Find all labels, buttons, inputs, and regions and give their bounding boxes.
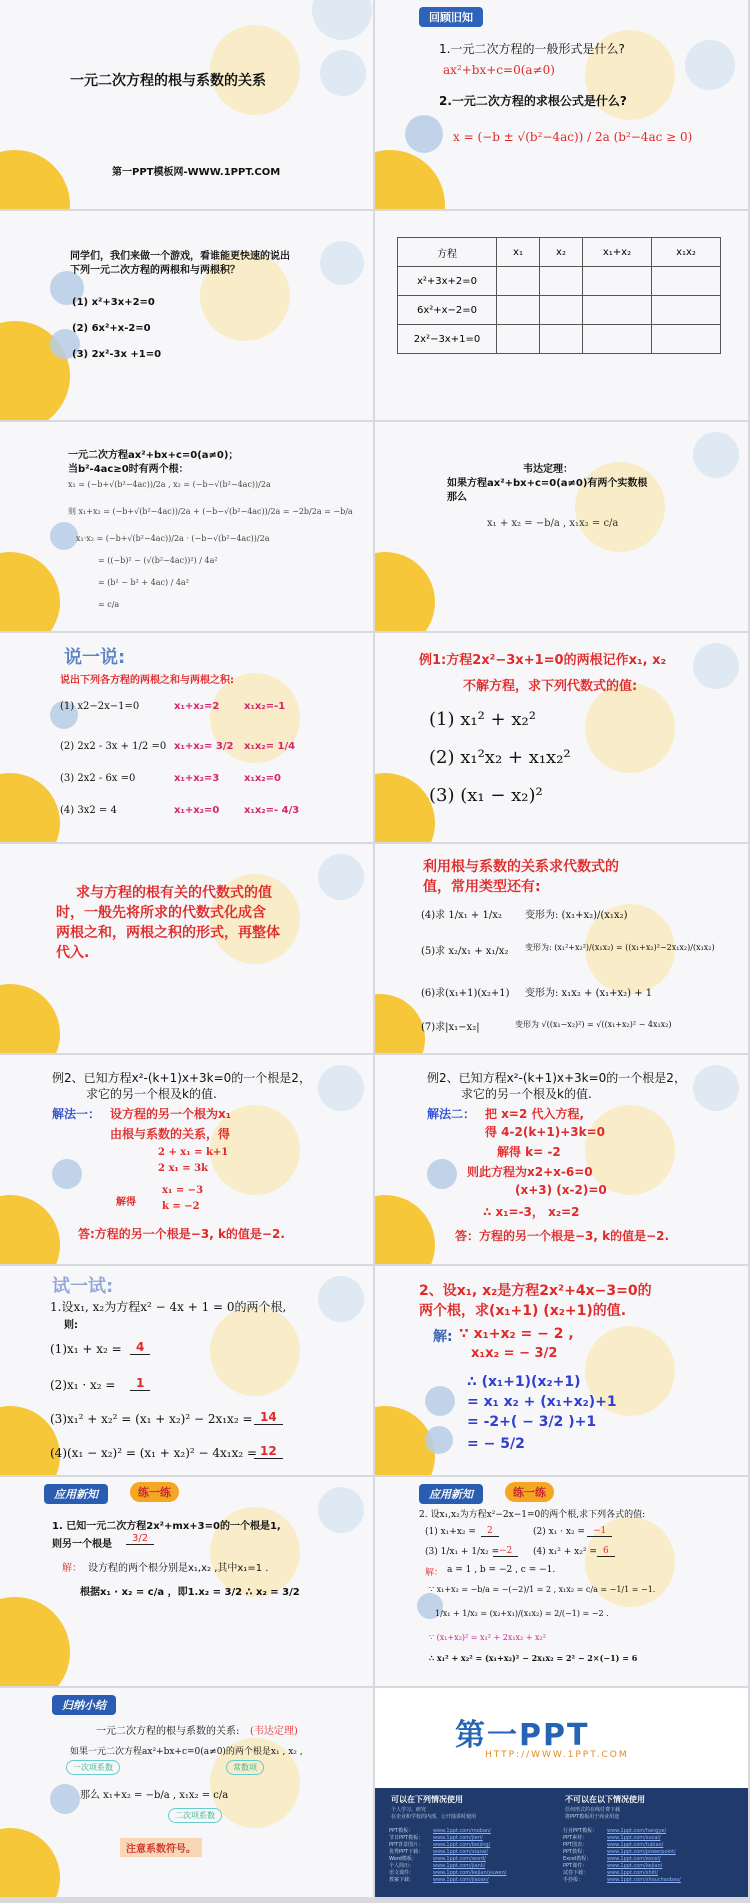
summary-title: 一元二次方程的根与系数的关系: (96, 1726, 240, 1737)
roots-table (397, 237, 721, 354)
product-derivation-3: = (b² − b² + 4ac) / 4a² (98, 578, 189, 587)
link-label: Excel教程： (563, 1856, 592, 1862)
deco-circle (427, 1159, 457, 1189)
summary-formula: 那么 x₁+x₂ = −b/a , x₁x₂ = c/a (80, 1790, 229, 1801)
practice-answer: 3/2 (126, 1533, 154, 1545)
practice-question: 2. 设x₁,x₂为方程x²−2x−1=0的两个根,求下列各式的值: (419, 1510, 646, 1520)
deco-circle (585, 1105, 675, 1195)
constant-bubble: 常数项 (226, 1760, 264, 1775)
link-row (563, 1863, 681, 1870)
sign-note: 注意系数符号。 (120, 1838, 202, 1857)
expression-2: (2) x₁²x₂ + x₁x₂² (429, 747, 571, 768)
link-row (389, 1835, 506, 1842)
link-url[interactable]: www.1ppt.com/xiazai/ (433, 1849, 489, 1855)
product-derivation-2: = ((−b)² − (√(b²−4ac))²) / 4a² (98, 556, 218, 565)
slide-10[interactable] (375, 844, 748, 1053)
link-row (563, 1835, 681, 1842)
link-url[interactable]: www.1ppt.com/beijing/ (433, 1842, 491, 1848)
solution-step: ∴ (x₁+1)(x₂+1) (467, 1374, 581, 1390)
link-url[interactable]: www.1ppt.com/shiti/ (607, 1870, 659, 1876)
exercise-eq: (1) x2−2x−1=0 (60, 701, 140, 712)
deco-circle (685, 40, 735, 90)
solution-step: = x₁ x₂ + (x₁+x₂)+1 (467, 1394, 617, 1410)
exercise-eq: (4) 3x2 = 4 (60, 805, 117, 816)
forbidden-item: 任何形式的在线付费下载 (565, 1807, 621, 1813)
condition-line-2: 当b²-4ac≥0时有两个根： (68, 464, 189, 475)
allowed-item: 在企业和学校的内部，公开演讲时使用 (391, 1814, 477, 1820)
link-row (389, 1870, 506, 1877)
example2-question-2: 求它的另一个根及k的值. (86, 1087, 217, 1101)
link-label: Word模板： (389, 1856, 417, 1862)
answer-2-formula: x = (−b ± √(b²−4ac)) / 2a (b²−4ac ≥ 0) (453, 130, 693, 144)
deco-circle (0, 773, 60, 842)
deco-circle (585, 683, 675, 773)
slide-1[interactable] (0, 0, 373, 209)
table-header: x₁ (497, 238, 540, 267)
summary-condition: 如果一元二次方程ax²+bx+c=0(a≠0)的两个根是x₁ , x₂ , (70, 1747, 303, 1757)
exercise-answer: 4 (130, 1340, 150, 1355)
deco-circle (693, 1065, 739, 1111)
summary-line-4: 代入. (56, 945, 90, 961)
deco-circle (425, 1426, 453, 1454)
answer-1: ax²+bx+c=0(a≠0) (443, 63, 555, 77)
example-instruction: 不解方程，求下列代数式的值: (463, 679, 638, 694)
section-tag: 应用新知 (419, 1484, 483, 1504)
deco-circle (312, 0, 372, 40)
practice-item: (3) 1/x₁ + 1/x₂ = (425, 1547, 500, 1557)
types-title-2: 值，常用类型还有: (423, 879, 541, 895)
solution-step: = − 5/2 (467, 1436, 525, 1452)
brand-logo: 第一PPT (455, 1718, 590, 1753)
deco-circle (318, 1487, 364, 1533)
example-question: 例1:方程2x²−3x+1=0的两根记作x₁, x₂ (419, 653, 667, 668)
link-label: 节日PPT模板： (389, 1835, 424, 1841)
link-row (563, 1828, 681, 1835)
table-header: 方程 (398, 238, 497, 267)
allowed-heading: 可以在下列情况使用 (391, 1795, 463, 1804)
table-cell: 2x²−3x+1=0 (398, 325, 497, 354)
link-row (389, 1856, 506, 1863)
condition-text: 一元二次方程ax²+bx+c=0(a≠0)； (68, 450, 239, 461)
deco-circle (0, 1195, 60, 1264)
deco-circle (375, 773, 435, 842)
links-right (563, 1828, 681, 1884)
slide-5[interactable] (0, 422, 373, 631)
problem-line-1: 2、设x₁, x₂是方程2x²+4x−3=0的 (419, 1283, 652, 1299)
deco-circle (0, 984, 60, 1053)
deco-circle (375, 552, 435, 631)
deco-circle (693, 643, 739, 689)
link-row (563, 1842, 681, 1849)
deco-circle (693, 432, 739, 478)
slide-7[interactable] (0, 633, 373, 842)
exercise-answer: 1 (130, 1376, 150, 1391)
solve-label: 解得 (116, 1197, 136, 1208)
slide-8[interactable] (375, 633, 748, 842)
section-title: 试一试: (52, 1276, 114, 1297)
deco-circle (320, 50, 366, 96)
step-4: 则此方程为x2+x-6=0 (467, 1165, 593, 1179)
slide-3[interactable] (0, 211, 373, 420)
practice-badge: 练一练 (505, 1482, 554, 1502)
link-row (389, 1828, 506, 1835)
then-label: 则: (64, 1320, 78, 1331)
slide-9[interactable] (0, 844, 373, 1053)
equation-2: (2) 6x²+x-2=0 (72, 323, 151, 334)
slide-18[interactable] (375, 1688, 748, 1897)
solution-step: = -2+( − 3/2 )+1 (467, 1414, 597, 1430)
type-ask: (7)求|x₁−x₂| (421, 1022, 480, 1033)
section-tag: 应用新知 (44, 1484, 108, 1504)
exercise-sum: x₁+x₂=2 (174, 701, 220, 712)
solution-step: x₁x₂ = − 3/2 (471, 1346, 558, 1361)
link-url[interactable]: www.1ppt.com/excel/ (607, 1856, 661, 1862)
links-left (389, 1828, 506, 1884)
practice-answer: 6 (597, 1546, 615, 1557)
deco-circle (0, 150, 70, 209)
problem-line-2: 两个根，求(x₁+1) (x₂+1)的值. (419, 1303, 627, 1319)
exercise-expression: (1)x₁ + x₂ = (50, 1342, 122, 1356)
theorem-body-1: 如果方程ax²+bx+c=0(a≠0)有两个实数根 (447, 478, 648, 489)
instructions: 说出下列各方程的两根之和与两根之积: (60, 675, 234, 686)
product-derivation-1: x₁·x₂ = (−b+√(b²−4ac))/2a · (−b−√(b²−4ac))/2a (76, 534, 270, 543)
link-row (389, 1849, 506, 1856)
deco-circle (210, 1306, 300, 1396)
link-label: PPT背景图片： (389, 1842, 424, 1848)
deco-circle (318, 854, 364, 900)
slide-11[interactable] (0, 1055, 373, 1264)
leading-coefficient-bubble: 二次项系数 (168, 1808, 222, 1823)
link-url[interactable]: www.1ppt.com/shouchaobao/ (607, 1877, 681, 1883)
link-url[interactable]: www.1ppt.com/kejian/yuwen/ (433, 1870, 507, 1876)
solution-step: ∵ (x₁+x₂)² = x₁² + 2x₁x₂ + x₂² (429, 1633, 546, 1642)
link-url[interactable]: www.1ppt.com/jieri/ (433, 1835, 483, 1841)
deco-circle (405, 115, 443, 153)
practice-item: (2) x₁ · x₂ = (533, 1527, 585, 1537)
table-header: x₂ (540, 238, 583, 267)
exercise-expression: (3)x₁² + x₂² = (x₁ + x₂)² − 2x₁x₂ = (50, 1412, 253, 1426)
type-ask: (6)求(x₁+1)(x₂+1) (421, 988, 510, 999)
exercise-sum: x₁+x₂= 3/2 (174, 741, 234, 752)
link-url[interactable]: www.1ppt.com/powerpoint/ (607, 1849, 676, 1855)
practice-answer: −2 (493, 1546, 518, 1557)
link-url[interactable]: www.1ppt.com/jiaoan/ (433, 1877, 489, 1883)
solution-step: 根据x₁ · x₂ = c/a ，即1.x₂ = 3/2 ∴ x₂ = 3/2 (80, 1587, 300, 1598)
link-row (563, 1870, 681, 1877)
type-transform: 变形为: (x₁²+x₂²)/(x₁x₂) = ((x₁+x₂)²−2x₁x₂)/(x₁x₂) (525, 943, 715, 952)
section-tag: 归纳小结 (52, 1695, 116, 1715)
practice-badge: 练一练 (130, 1482, 179, 1502)
exercise-answer: 14 (254, 1410, 283, 1425)
intro-line-2: 下列一元二次方程的两根和与两根积？ (70, 265, 240, 276)
solution-step: 1/x₁ + 1/x₂ = (x₂+x₁)/(x₁x₂) = 2/(−1) = −2 . (435, 1609, 609, 1618)
expression-1: (1) x₁² + x₂² (429, 709, 536, 730)
practice-answer: −1 (587, 1526, 612, 1537)
table-cell: 6x²+x−2=0 (398, 296, 497, 325)
exercise-answer: 12 (254, 1444, 283, 1459)
solution-label: 解： (62, 1563, 82, 1574)
exercise-eq: (3) 2x2 - 6x =0 (60, 773, 136, 784)
solution-label: 解： (425, 1568, 444, 1578)
link-label: PPT教程： (563, 1849, 588, 1855)
type-transform: 变形为: (x₁+x₂)/(x₁x₂) (525, 910, 628, 921)
link-row (389, 1877, 506, 1884)
table-row (398, 267, 721, 296)
type-ask: (5)求 x₂/x₁ + x₁/x₂ (421, 946, 509, 957)
link-url[interactable]: www.1ppt.com/word/ (433, 1856, 486, 1862)
link-label: PPT素材： (563, 1835, 588, 1841)
step-5: (x+3) (x-2)=0 (515, 1183, 607, 1197)
method-label: 解法一： (52, 1107, 101, 1121)
exercise-question: 1.设x₁, x₂为方程x² − 4x + 1 = 0的两个根, (50, 1300, 287, 1314)
brand-url[interactable]: HTTP://WWW.1PPT.COM (485, 1750, 629, 1760)
theorem-formula: x₁ + x₂ = −b/a , x₁x₂ = c/a (487, 518, 619, 529)
slide-16[interactable] (375, 1477, 748, 1686)
brand-header (375, 1688, 748, 1788)
exercise-product: x₁x₂=0 (244, 773, 281, 784)
slide-title: 一元二次方程的根与系数的关系 (70, 73, 266, 89)
practice-question-2: 则另一个根是 (52, 1539, 112, 1550)
expression-3: (3) (x₁ − x₂)² (429, 785, 543, 806)
section-title: 说一说: (64, 647, 126, 668)
allowed-item: 个人学习、研究 (391, 1807, 427, 1813)
deco-circle (318, 1065, 364, 1111)
link-url[interactable]: www.1ppt.com/sucai/ (607, 1835, 661, 1841)
link-row (563, 1856, 681, 1863)
source-label: 第一PPT模板网-WWW.1PPT.COM (112, 167, 281, 178)
type-transform: 变形为 √((x₁−x₂)²) = √((x₁+x₂)² − 4x₁x₂) (515, 1020, 672, 1029)
system-eq-2: 2 x₁ = 3k (158, 1163, 209, 1174)
link-label: 行业PPT模板： (563, 1828, 598, 1834)
deco-circle (375, 150, 445, 209)
link-row (389, 1863, 506, 1870)
link-url[interactable]: www.1ppt.com/hangye/ (607, 1828, 667, 1834)
exercise-expression: (4)(x₁ − x₂)² = (x₁ + x₂)² − 4x₁x₂ = (50, 1446, 258, 1460)
solution-step: 设方程的两个根分别是x₁,x₂ ,其中x₁=1 . (88, 1563, 269, 1574)
slide-14[interactable] (375, 1266, 748, 1475)
forbidden-heading: 不可以在以下情况使用 (565, 1795, 645, 1804)
type-transform: 变形为: x₁x₂ + (x₁+x₂) + 1 (525, 988, 653, 999)
answer: 答:方程的另一个根是−3, k的值是−2. (78, 1227, 285, 1241)
deco-circle (320, 241, 364, 285)
link-label: 优秀PPT下载： (389, 1849, 424, 1855)
result-2: k = −2 (162, 1201, 200, 1212)
solution-step: ∵ x₁+x₂ = −b/a = −(−2)/1 = 2 , x₁x₂ = c/a = −1/1 = −1. (429, 1585, 656, 1594)
summary-title-note: (韦达定理) (250, 1726, 298, 1737)
link-label: PPT图表： (563, 1842, 588, 1848)
solution-step: ∵ x₁+x₂ = − 2 , (459, 1326, 574, 1342)
link-row (563, 1877, 681, 1884)
link-label: 语文课件： (389, 1870, 415, 1876)
slide-4[interactable] (375, 211, 748, 420)
link-label: PPT课件： (563, 1863, 588, 1869)
practice-question: 1. 已知一元二次方程2x²+mx+3=0的一个根是1, (52, 1521, 281, 1532)
link-row (563, 1849, 681, 1856)
example2-question-2: 求它的另一个根及k的值. (461, 1087, 592, 1101)
deco-circle (0, 552, 60, 631)
deco-circle (0, 1828, 60, 1897)
theorem-title: 韦达定理： (523, 464, 573, 475)
summary-line-2: 时，一般先将所求的代数式化成含 (56, 905, 266, 921)
example2-question-1: 例2、已知方程x²-(k+1)x+3k=0的一个根是2， (52, 1071, 311, 1085)
solution-step: a = 1 , b = −2 , c = −1. (447, 1565, 556, 1575)
link-row (389, 1842, 506, 1849)
system-eq-1: 2 + x₁ = k+1 (158, 1147, 229, 1158)
step-3: 解得 k= -2 (497, 1145, 561, 1159)
table-cell: x²+3x+2=0 (398, 267, 497, 296)
exercise-sum: x₁+x₂=0 (174, 805, 220, 816)
slide-6[interactable] (375, 422, 748, 631)
license-panel (375, 1788, 748, 1897)
exercise-product: x₁x₂= 1/4 (244, 741, 296, 752)
exercise-sum: x₁+x₂=3 (174, 773, 220, 784)
deco-circle (375, 1195, 435, 1264)
link-label: 手抄报： (563, 1877, 584, 1883)
deco-circle (50, 1784, 80, 1814)
question-1: 1.一元二次方程的一般形式是什么? (439, 42, 625, 56)
deco-circle (52, 1159, 82, 1189)
equation-3: (3) 2x²-3x +1=0 (72, 349, 162, 360)
types-title-1: 利用根与系数的关系求代数式的 (423, 859, 619, 875)
exercise-product: x₁x₂=-1 (244, 701, 286, 712)
deco-circle (318, 1276, 364, 1322)
deco-circle (0, 1597, 70, 1686)
product-derivation-4: = c/a (98, 600, 120, 609)
exercise-expression: (2)x₁ · x₂ = (50, 1378, 116, 1392)
table-header: x₁x₂ (652, 238, 721, 267)
sum-derivation: 则 x₁+x₂ = (−b+√(b²−4ac))/2a + (−b−√(b²−4ac))/2a = −2b/2a = −b/a (68, 507, 353, 516)
summary-line-1: 求与方程的根有关的代数式的值 (76, 885, 272, 901)
type-ask: (4)求 1/x₁ + 1/x₂ (421, 910, 502, 921)
step-2: 得 4-2(k+1)+3k=0 (485, 1125, 606, 1139)
table-header: x₁+x₂ (583, 238, 652, 267)
roots-formula: x₁ = (−b+√(b²−4ac))/2a , x₂ = (−b−√(b²−4ac))/2a (68, 480, 271, 489)
table-row (398, 325, 721, 354)
link-url[interactable]: www.1ppt.com/moban/ (433, 1828, 491, 1834)
answer: 答：方程的另一个根是−3, k的值是−2. (455, 1229, 670, 1243)
theorem-body-2: 那么 (447, 492, 467, 503)
link-label: PPT模板： (389, 1828, 414, 1834)
practice-answer: 2 (481, 1526, 499, 1537)
coefficient-bubble: 一次项系数 (66, 1760, 120, 1775)
deco-circle (375, 994, 425, 1053)
slide-13[interactable] (0, 1266, 373, 1475)
link-url[interactable]: www.1ppt.com/jianli/ (433, 1863, 486, 1869)
link-label: 试卷下载： (563, 1870, 589, 1876)
deco-circle (50, 522, 78, 550)
slide-12[interactable] (375, 1055, 748, 1264)
method-label: 解法二： (427, 1107, 476, 1121)
slide-15[interactable] (0, 1477, 373, 1686)
link-label: 教案下载： (389, 1877, 415, 1883)
step-2: 由根与系数的关系，得 (110, 1127, 231, 1141)
practice-item: (4) x₁² + x₂² = (533, 1547, 597, 1557)
solution-label: 解: (433, 1329, 453, 1345)
equation-1: (1) x²+3x+2=0 (72, 297, 155, 308)
condition-line-1 (68, 446, 238, 461)
question-2: 2.一元二次方程的求根公式是什么? (439, 94, 627, 108)
step-1: 把 x=2 代入方程, (485, 1107, 585, 1121)
intro-line-1: 同学们，我们来做一个游戏，看谁能更快速的说出 (70, 251, 290, 262)
link-label: 个人简历： (389, 1863, 415, 1869)
slide-17[interactable] (0, 1688, 373, 1897)
exercise-eq: (2) 2x2 - 3x + 1/2 =0 (60, 741, 167, 752)
result-1: x₁ = −3 (162, 1185, 204, 1196)
deco-circle (425, 1386, 455, 1416)
table-row (398, 296, 721, 325)
section-tag: 回顾旧知 (419, 7, 483, 27)
summary-line-3: 两根之和，两根之积的形式，再整体 (56, 925, 280, 941)
step-1: 设方程的另一个根为x₁ (110, 1107, 231, 1121)
step-6: ∴ x₁=-3， x₂=2 (483, 1205, 580, 1219)
practice-item: (1) x₁+x₂ = (425, 1527, 476, 1537)
exercise-product: x₁x₂=- 4/3 (244, 805, 300, 816)
example2-question-1: 例2、已知方程x²-(k+1)x+3k=0的一个根是2， (427, 1071, 686, 1085)
slide-2[interactable] (375, 0, 748, 209)
link-url[interactable]: www.1ppt.com/kejian/ (607, 1863, 663, 1869)
forbidden-item: 将PPT模板用于商业用途 (565, 1814, 620, 1820)
solution-step: ∴ x₁² + x₂² = (x₁+x₂)² − 2x₁x₂ = 2² − 2×(−1) = 6 (429, 1653, 638, 1663)
link-url[interactable]: www.1ppt.com/tubiao/ (607, 1842, 664, 1848)
